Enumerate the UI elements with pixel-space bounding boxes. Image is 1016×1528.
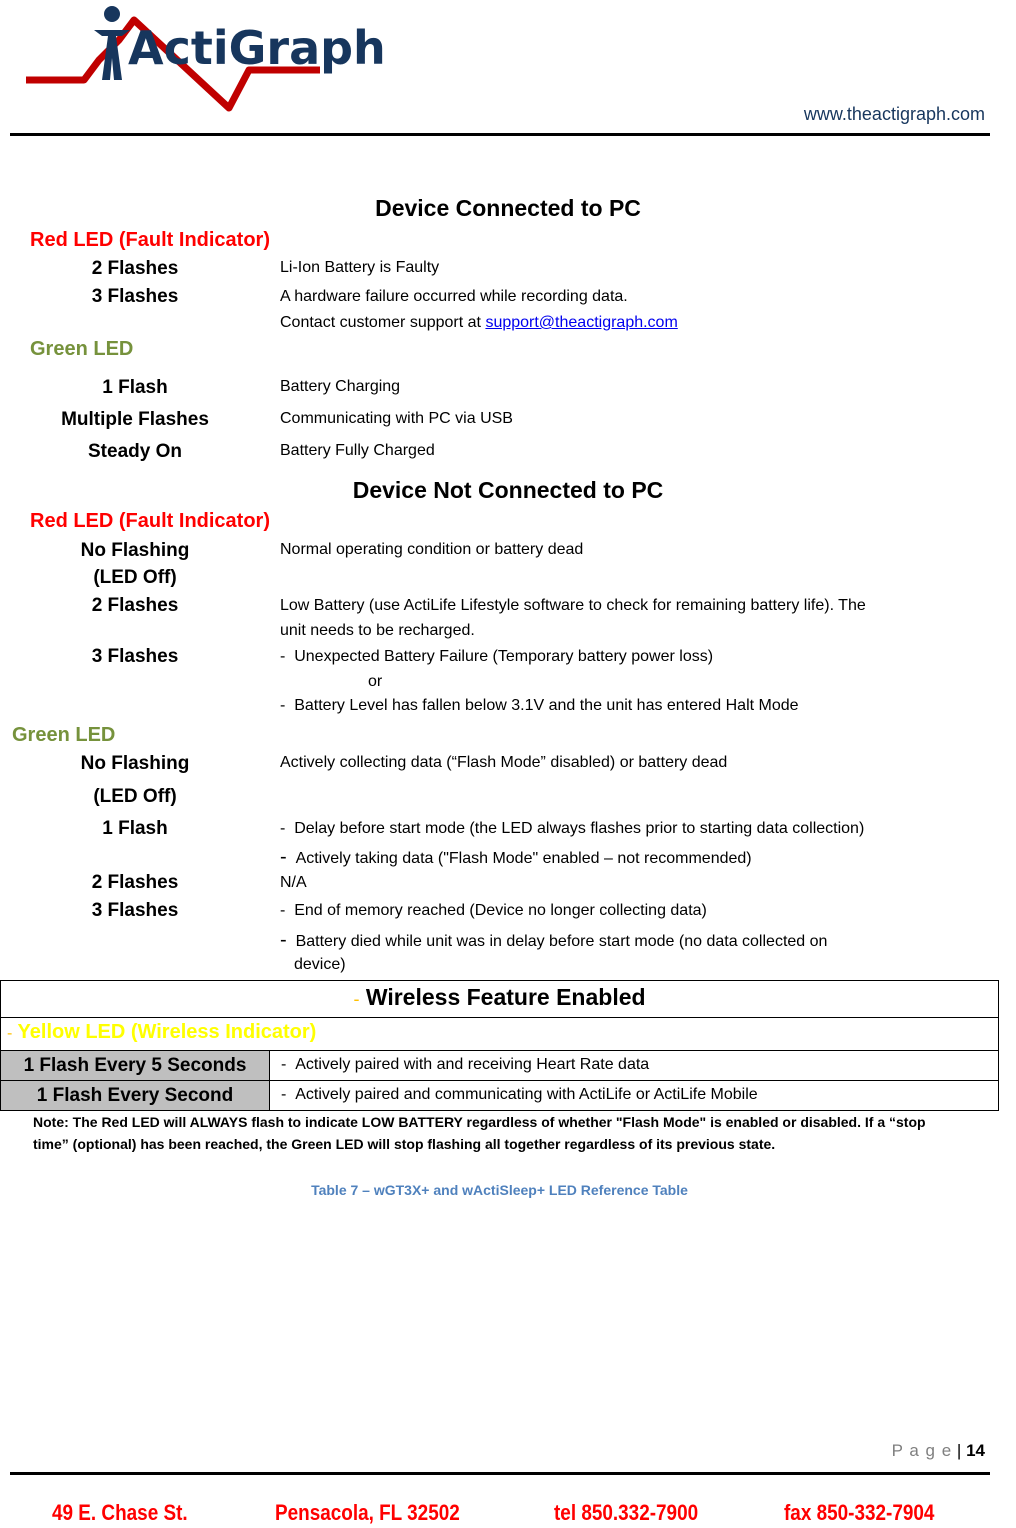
- svg-text:ActiGraph: ActiGraph: [128, 21, 386, 75]
- wireless-row-label: 1 Flash Every 5 Seconds: [1, 1051, 270, 1080]
- row-label: Multiple Flashes: [61, 409, 209, 430]
- footer-rule: [10, 1472, 990, 1475]
- wireless-row: [0, 1050, 999, 1081]
- contact-prefix: Contact customer support at: [280, 314, 486, 331]
- header-rule: [10, 133, 990, 136]
- row-desc: Li-Ion Battery is Faulty: [280, 259, 440, 276]
- website-url: www.theactigraph.com: [803, 104, 985, 124]
- row-desc: Battery Charging: [280, 378, 401, 395]
- footer-city: Pensacola, FL 32502: [275, 1500, 460, 1525]
- footer-address: 49 E. Chase St.: [52, 1500, 188, 1525]
- row-label: No Flashing: [80, 753, 190, 774]
- row-desc: A hardware failure occurred while recording data.: [280, 288, 628, 305]
- table-caption: Table 7 – wGT3X+ and wActiSleep+ LED Reference Table: [311, 1182, 688, 1198]
- yellow-led-heading: Yellow LED (Wireless Indicator): [17, 1021, 317, 1043]
- section-title-not-connected: Device Not Connected to PC: [352, 477, 664, 503]
- actigraph-logo: [24, 0, 386, 115]
- bullet-item: - Battery Level has fallen below 3.1V and the unit has entered Halt Mode: [280, 697, 799, 714]
- row-label: 1 Flash: [102, 377, 168, 398]
- or-text: or: [368, 673, 383, 690]
- contact-line: [280, 311, 678, 335]
- red-led-heading: Red LED (Fault Indicator): [30, 510, 270, 532]
- row-desc: Communicating with PC via USB: [280, 410, 513, 427]
- yellow-led-heading-row: - Yellow LED (Wireless Indicator): [0, 1017, 999, 1051]
- row-label: 2 Flashes: [91, 258, 179, 279]
- wireless-row-desc: - Actively paired and communicating with ActiLife or ActiLife Mobile: [281, 1086, 758, 1103]
- bullet-item-cont: device): [294, 956, 346, 973]
- bullet-item: - End of memory reached (Device no longer collecting data): [280, 902, 707, 919]
- row-desc: Battery Fully Charged: [280, 442, 435, 459]
- row-desc: N/A: [280, 874, 307, 891]
- row-label: 3 Flashes: [91, 900, 179, 921]
- wireless-row: [0, 1080, 999, 1111]
- bullet-item: - Unexpected Battery Failure (Temporary battery power loss): [280, 648, 714, 665]
- green-led-heading: Green LED: [12, 724, 116, 746]
- row-desc: Low Battery (use ActiLife Lifestyle software to check for remaining battery life). The: [280, 597, 866, 614]
- row-label: 3 Flashes: [91, 646, 179, 667]
- row-label: 3 Flashes: [91, 286, 179, 307]
- row-label: 1 Flash: [102, 818, 168, 839]
- bullet-item: - Delay before start mode (the LED always flashes prior to starting data collection): [280, 820, 865, 837]
- footer-fax: fax 850-332-7904: [784, 1500, 935, 1525]
- row-label: No Flashing: [80, 540, 190, 561]
- row-desc-cont: unit needs to be recharged.: [280, 622, 475, 639]
- wireless-row-label: 1 Flash Every Second: [1, 1081, 270, 1110]
- wireless-title-row: - Wireless Feature Enabled: [0, 980, 999, 1018]
- row-label: Steady On: [88, 441, 182, 462]
- note-text: Note: The Red LED will ALWAYS flash to indicate LOW BATTERY regardless of whether "Flash Mode" is enabled or disabled. If a “stop time” (optional) has been reached, the Green LED will stop flashing all together regardless of its previous state.: [33, 1114, 926, 1152]
- row-label-sub: (LED Off): [93, 567, 177, 588]
- red-led-heading: Red LED (Fault Indicator): [30, 229, 270, 251]
- row-label: 2 Flashes: [91, 595, 179, 616]
- green-led-heading: Green LED: [30, 338, 134, 360]
- page-number: P a g e | 14: [891, 1441, 985, 1460]
- wireless-title: Wireless Feature Enabled: [365, 984, 646, 1010]
- row-label-sub: (LED Off): [93, 786, 177, 807]
- bullet-item: - Actively taking data ("Flash Mode" enabled – not recommended): [280, 846, 752, 868]
- footer-tel: tel 850.332-7900: [554, 1500, 699, 1525]
- row-desc: Actively collecting data (“Flash Mode” disabled) or battery dead: [280, 754, 728, 771]
- bullet-item: - Battery died while unit was in delay before start mode (no data collected on: [280, 929, 828, 951]
- row-label: 2 Flashes: [91, 872, 179, 893]
- section-title-connected: Device Connected to PC: [375, 195, 641, 221]
- support-email-link[interactable]: support@theactigraph.com: [485, 314, 678, 331]
- wireless-row-desc: - Actively paired with and receiving Heart Rate data: [281, 1056, 650, 1073]
- row-desc: Normal operating condition or battery dead: [280, 541, 584, 558]
